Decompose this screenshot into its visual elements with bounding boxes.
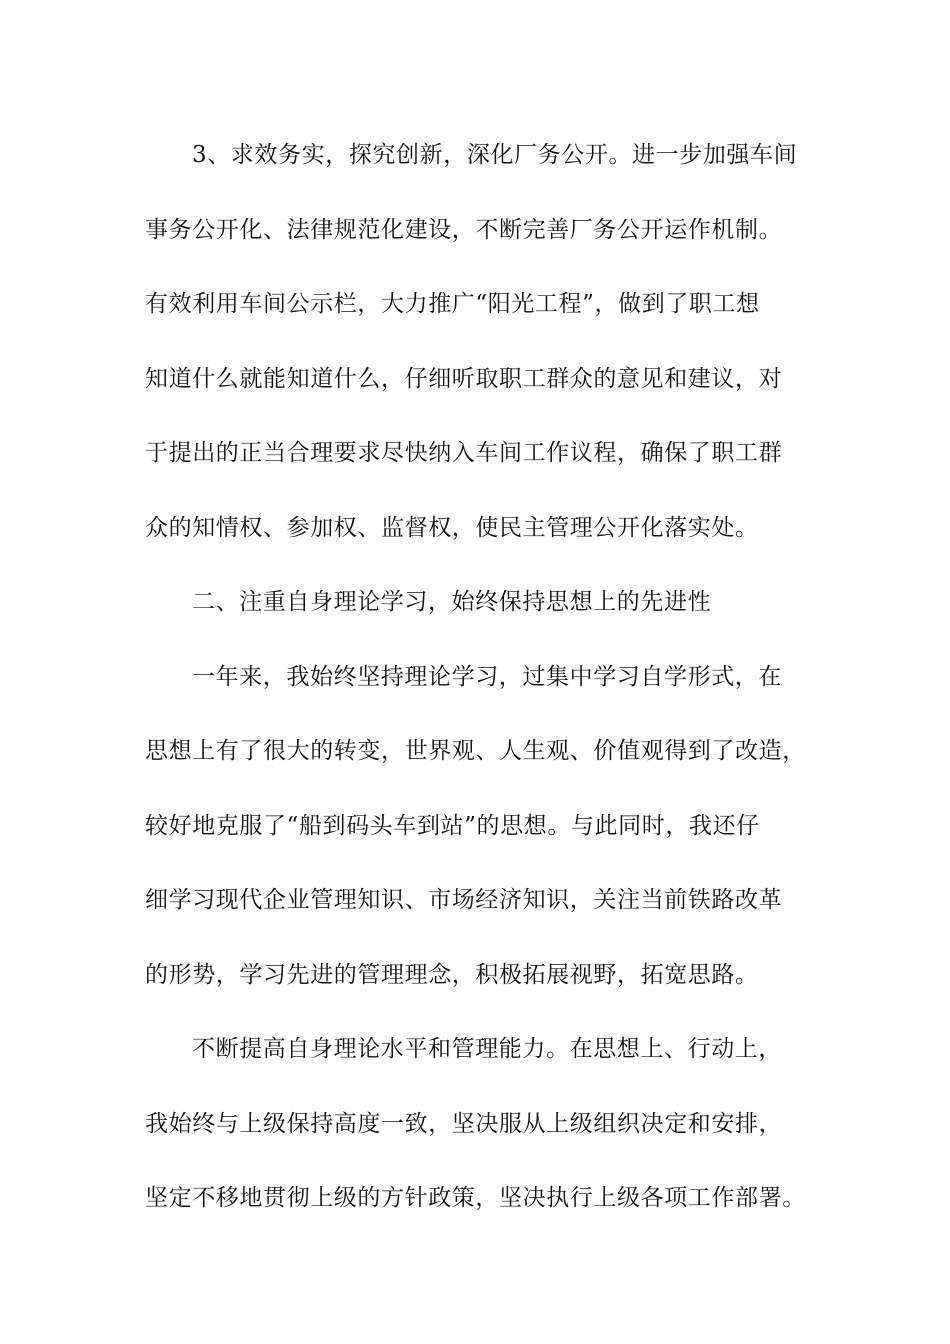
document-body — [145, 128, 835, 1246]
text-line: 3、求效务实，探究创新，深化厂务公开。进一步加强车间 — [192, 142, 798, 168]
text-line: 有效利用车间公示栏，大力推广“阳光工程”，做到了职工想 — [145, 291, 760, 317]
text-line: 的形势，学习先进的管理理念，积极拓展视野，拓宽思路。 — [145, 961, 759, 988]
text-line: 坚定不移地贯彻上级的方针政策，坚决执行上级各项工作部署。 — [145, 1185, 806, 1211]
section-heading: 二、注重自身理论学习，始终保持思想上的先进性 — [192, 589, 712, 615]
text-line: 于提出的正当合理要求尽快纳入车间工作议程，确保了职工群 — [145, 440, 783, 466]
text-line: 较好地克服了“船到码头车到站”的思想。与此同时，我还仔 — [145, 812, 760, 839]
text-line: 细学习现代企业管理知识、市场经济知识，关注当前铁路改革 — [145, 887, 783, 913]
text-line: 一年来，我始终坚持理论学习，过集中学习自学形式，在 — [192, 663, 782, 690]
text-line: 不断提高自身理论水平和管理能力。在思想上、行动上， — [192, 1036, 782, 1062]
text-line: 众的知情权、参加权、监督权，使民主管理公开化落实处。 — [145, 514, 759, 541]
text-line: 事务公开化、法律规范化建设，不断完善厂务公开运作机制。 — [145, 216, 783, 243]
text-line: 思想上有了很大的转变，世界观、人生观、价值观得到了改造， — [145, 738, 806, 764]
text-line: 知道什么就能知道什么，仔细听取职工群众的意见和建议，对 — [145, 365, 783, 392]
text-line: 我始终与上级保持高度一致，坚决服从上级组织决定和安排， — [145, 1110, 783, 1137]
